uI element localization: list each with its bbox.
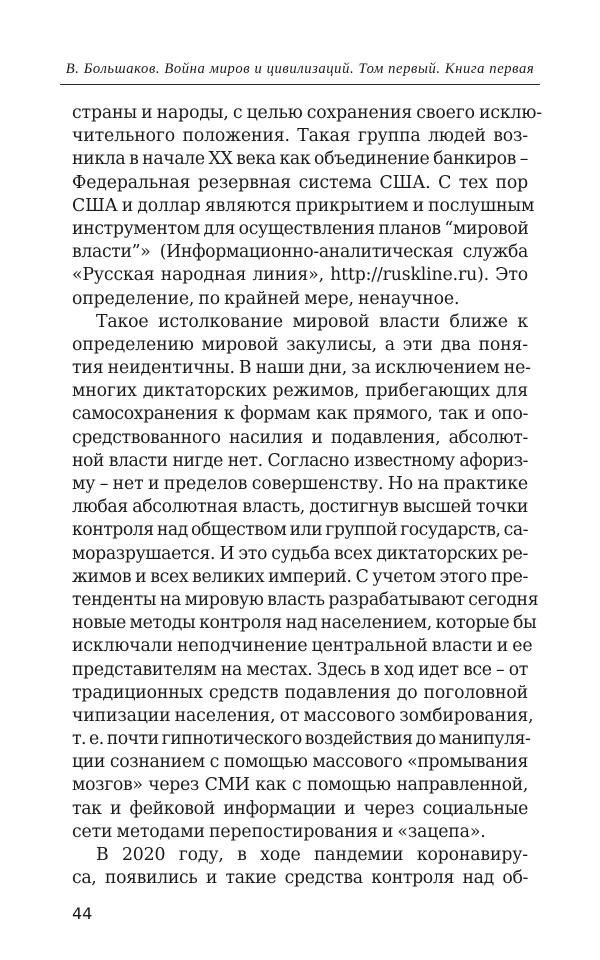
italic-source-link: «Русская народная линия», http://ruskline.ru: [72, 265, 478, 286]
text-line: [72, 195, 535, 218]
text-line: [72, 264, 528, 287]
text-run: любая абсолютная власть, достигнув высшей точки: [72, 497, 528, 518]
text-run: новые методы контроля над населением, которые бы: [72, 613, 537, 634]
running-header: [60, 44, 540, 85]
text-line: [72, 705, 534, 728]
text-run: исключали неподчинение центральной власти и ее: [72, 636, 533, 657]
text-run: инструментом для осуществления планов “мировой: [72, 218, 529, 239]
text-run: чипизации населения, от массового зомбирования,: [72, 705, 534, 726]
text-run: ). Это: [477, 265, 528, 286]
text-line: [72, 774, 528, 797]
text-line: [72, 473, 528, 496]
text-line: [72, 241, 528, 264]
text-run: определение, по крайней мере, ненаучное.: [72, 288, 460, 309]
text-run: му – нет и пределов совершенству. Но на практике: [72, 474, 528, 494]
text-run: средствованного насилия и подавления, абсолют-: [72, 427, 528, 448]
text-line: [72, 682, 528, 705]
text-line: [72, 821, 528, 844]
page-body: [72, 102, 542, 890]
text-run: власти”» (: [72, 242, 167, 263]
text-run: са, появились и такие средства контроля над об-: [72, 868, 528, 889]
text-line: [72, 148, 528, 171]
text-run: т. е. почти гипнотического воздействия до манипуля-: [72, 729, 531, 750]
text-run: определению мировой закулисы, а эти два поня-: [72, 334, 528, 355]
text-line: [72, 566, 528, 589]
text-line: [72, 125, 528, 148]
text-run: самосохранения к формам как прямого, так и опо-: [72, 404, 528, 425]
text-line: [72, 798, 528, 821]
text-line: [72, 543, 528, 566]
text-line: [72, 728, 531, 751]
text-line: [72, 751, 528, 774]
text-line: [72, 172, 528, 195]
text-run: чительного положения. Такая группа людей воз-: [72, 126, 528, 147]
text-run: традиционных средств подавления до поголовной: [72, 682, 528, 703]
text-line: [72, 496, 528, 519]
text-line: [72, 380, 528, 403]
text-line: [72, 403, 528, 426]
text-run: ции сознанием с помощью массового «промывания: [72, 752, 528, 773]
text-line: [72, 589, 539, 612]
text-run: Такое истолкование мировой власти ближе к: [96, 311, 528, 332]
text-run: Федеральная резервная система США. С тех пор: [72, 172, 528, 193]
text-line: [72, 218, 528, 241]
text-run: тенденты на мировую власть разрабатывают сегодня: [72, 589, 539, 610]
text-line: [72, 334, 528, 357]
text-line: [72, 450, 528, 473]
text-line: [72, 612, 537, 635]
text-line: [72, 659, 528, 682]
text-run: тия неидентичны. В наши дни, за исключением не-: [72, 358, 531, 379]
text-line: [72, 519, 528, 542]
text-run: США и доллар являются прикрытием и послушным: [72, 195, 535, 216]
text-line: [72, 867, 528, 890]
text-run: моразрушается. И это судьба всех диктаторских ре-: [72, 543, 528, 564]
text-run: многих диктаторских режимов, прибегающих для: [72, 381, 528, 402]
italic-source-name: Информационно-аналитическая служба: [166, 242, 528, 263]
text-line: [72, 311, 528, 334]
text-run: страны и народы, с целью сохранения своего исклю-: [72, 103, 542, 123]
text-run: мозгов» через СМИ как с помощью направленной,: [72, 775, 528, 796]
text-run: контроля над обществом или группой государств, са-: [72, 520, 528, 541]
page-number: 44: [72, 904, 93, 923]
text-run: так и фейковой информации и через социальные: [72, 798, 528, 819]
text-line: [72, 635, 533, 658]
paragraph: [72, 102, 542, 311]
text-run: жимов и всех великих империй. С учетом этого пре-: [72, 566, 528, 587]
text-run: никла в начале XX века как объединение банкиров –: [72, 149, 528, 170]
text-run: ной власти нигде нет. Согласно известному афориз-: [72, 450, 528, 471]
paragraph: [72, 844, 528, 890]
text-line: [72, 102, 542, 125]
paragraph: [72, 311, 539, 844]
text-line: [72, 844, 528, 867]
running-title: В. Большаков. Война миров и цивилизаций. Том первый. Книга первая: [65, 61, 535, 77]
text-run: представителям на местах. Здесь в ход идет все – от: [72, 659, 528, 680]
text-run: сети методами перепостирования и «зацепа».: [72, 821, 486, 842]
text-line: [72, 357, 531, 380]
text-line: [72, 288, 528, 311]
text-run: В 2020 году, в ходе пандемии коронавиру-: [96, 845, 528, 865]
text-line: [72, 427, 528, 450]
